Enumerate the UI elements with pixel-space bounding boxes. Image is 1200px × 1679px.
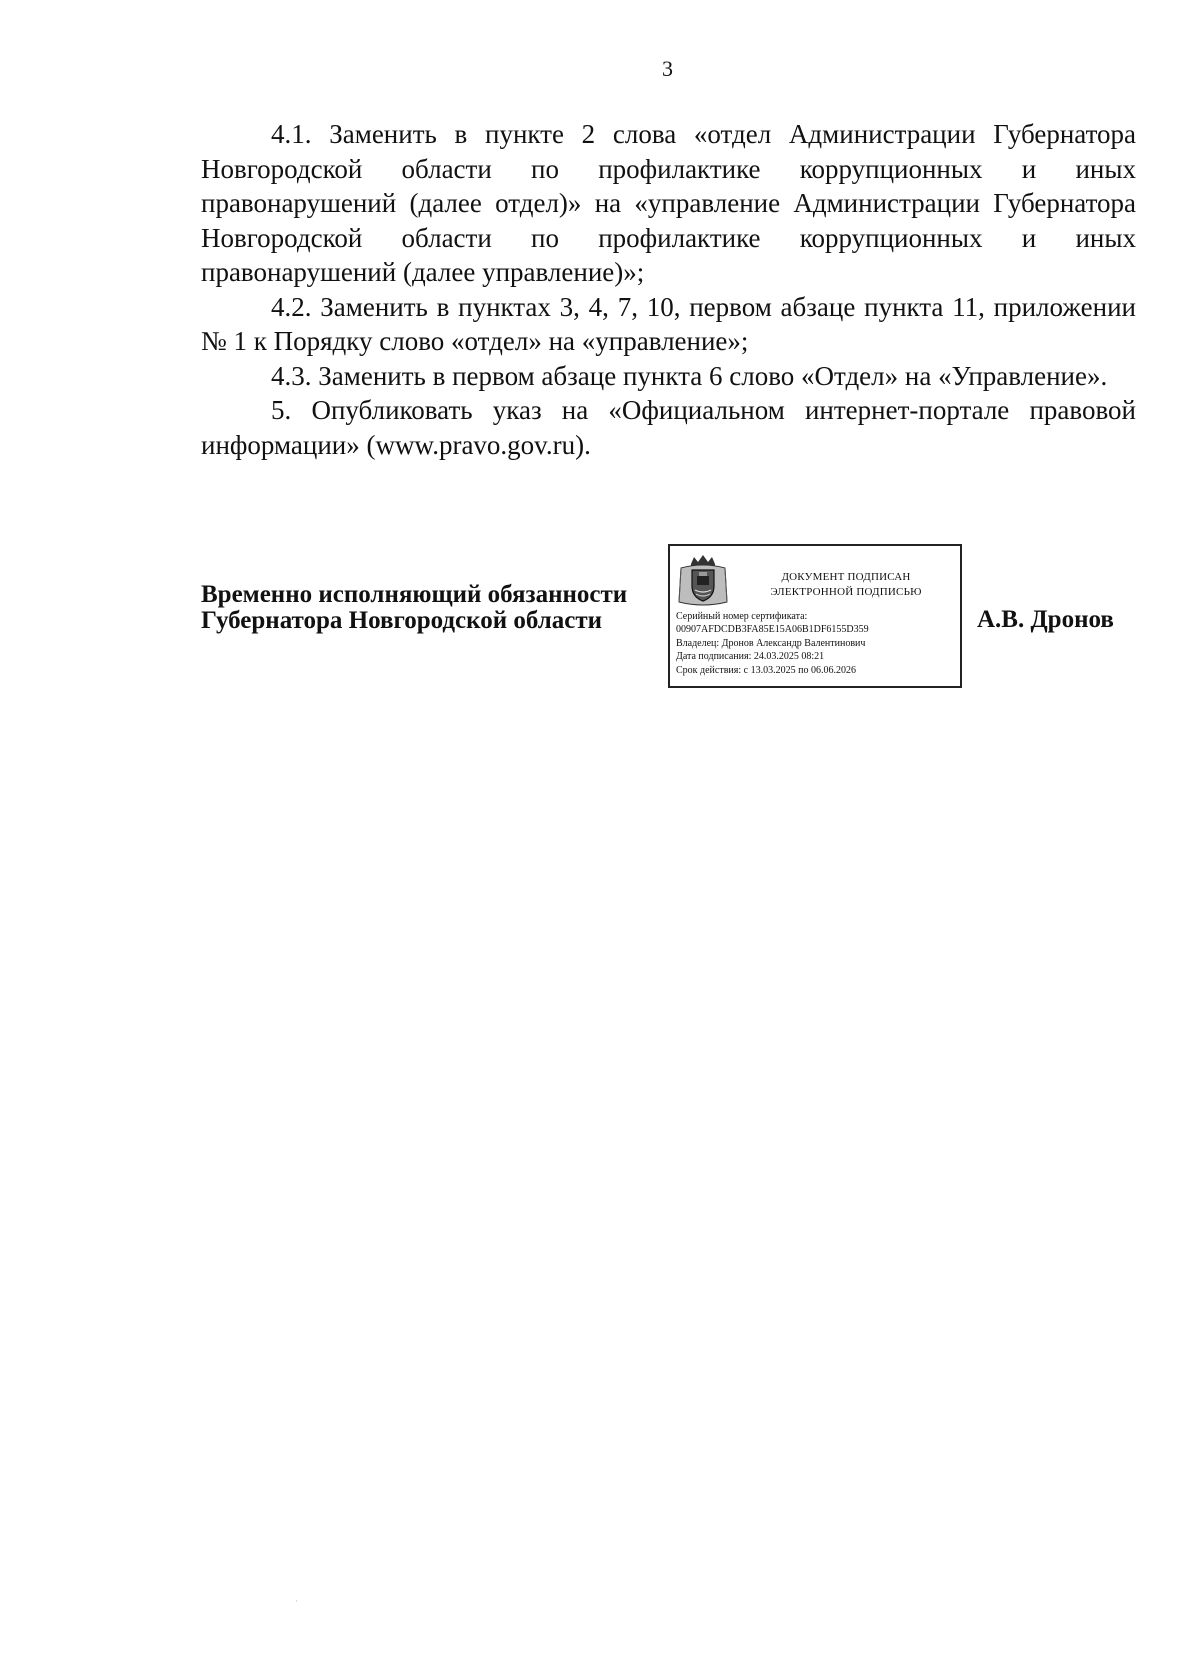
signatory-name: А.В. Дронов: [977, 606, 1114, 633]
electronic-signature-stamp: [668, 544, 962, 688]
paragraph-4-1: 4.1. Заменить в пункте 2 слова «отдел Администрации Губернатора Новгородской области по профилактике коррупционных и иных правонарушений (далее отдел)» на «управление Администрации Губернатора Новгородской области по профилактике коррупционных и иных правонарушений (далее управление)»;: [201, 119, 1136, 287]
stamp-details: [676, 610, 869, 677]
certificate-serial-value: 00907AFDCDB3FA85E15A06B1DF6155D359: [676, 624, 869, 636]
body-text: [201, 117, 1136, 462]
signatory-position-line2: Губернатора Новгородской области: [201, 607, 603, 634]
page-number: 3: [662, 56, 673, 81]
certificate-owner: Владелец: Дронов Александр Валентинович: [676, 637, 866, 649]
signatory-position-line1: Временно исполняющий обязанности: [201, 581, 628, 608]
certificate-serial-label: Серийный номер сертификата:: [676, 611, 808, 622]
paragraph-4-3: 4.3. Заменить в первом абзаце пункта 6 слово «Отдел» на «Управление».: [271, 360, 1108, 391]
paragraph-4-2: 4.2. Заменить в пунктах 3, 4, 7, 10, первом абзаце пункта 11, приложении № 1 к Порядку слово «отдел» на «управление»;: [201, 291, 1136, 356]
signatory-position: [201, 582, 627, 634]
stamp-title: [736, 570, 956, 600]
signing-date: Дата подписания: 24.03.2025 08:21: [676, 651, 825, 663]
paragraph-5: 5. Опубликовать указ на «Официальном интернет-портале правовой информации» (www.pravo.gov.ru).: [201, 395, 1136, 460]
stamp-title-line1: ДОКУМЕНТ ПОДПИСАН: [781, 571, 911, 583]
stamp-title-line2: ЭЛЕКТРОННОЙ ПОДПИСЬЮ: [770, 586, 922, 598]
coat-of-arms-icon: [675, 552, 731, 608]
scan-mark: ·: [295, 1597, 298, 1606]
certificate-validity: Срок действия: с 13.03.2025 по 06.06.2026: [676, 664, 856, 676]
